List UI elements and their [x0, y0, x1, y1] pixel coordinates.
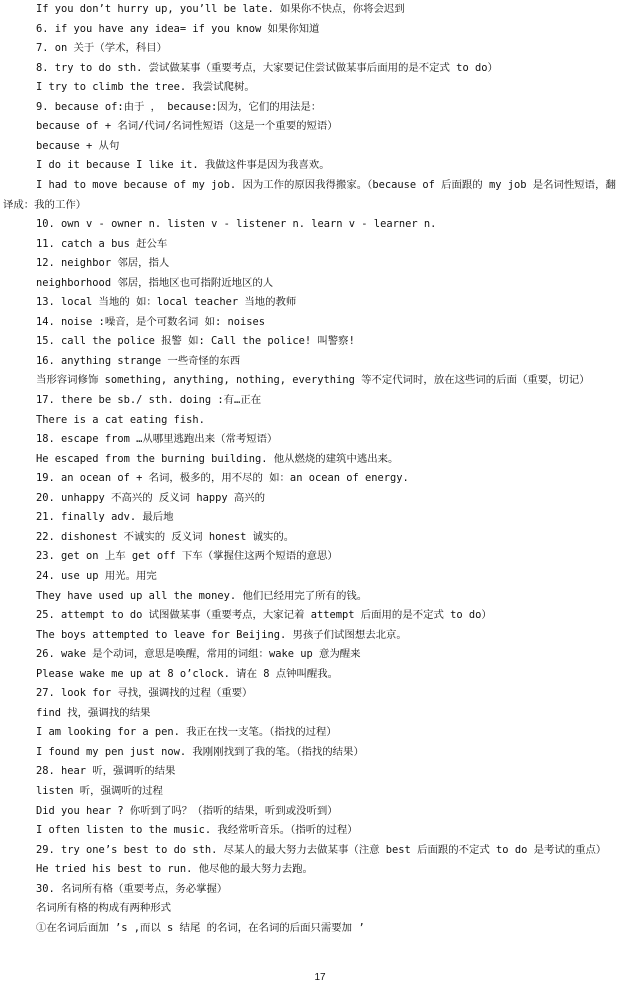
text-line: 10. own v - owner n. listen v - listener n. learn v - learner n.: [36, 218, 437, 231]
text-line: I had to move because of my job. 因为工作的原因我得搬家。（because of 后面跟的 my job 是名词性短语，翻: [36, 178, 616, 191]
text-line: 17. there be sb./ sth. doing :有…正在: [36, 394, 262, 406]
text-line: find 找，强调找的结果: [36, 706, 151, 719]
text-line: 27. look for 寻找，强调找的过程（重要）: [36, 687, 253, 700]
text-line: The boys attempted to leave for Beijing. 男孩子们试图想去北京。: [36, 628, 407, 641]
text-line: I am looking for a pen. 我正在找一支笔。（指找的过程）: [36, 726, 337, 739]
text-line: because + 从句: [36, 139, 120, 152]
text-line: 当形容词修饰 something, anything, nothing, everything 等不定代词时，放在这些词的后面（重要，切记）: [36, 374, 590, 387]
text-line: 18. escape from …从哪里逃跑出来（常考短语）: [36, 433, 278, 446]
page-number: 17: [314, 972, 326, 983]
text-line: Did you hear ? 你听到了吗？（指听的结果，听到或没听到）: [36, 804, 338, 817]
text-line: neighborhood 邻居，指地区也可指附近地区的人: [36, 276, 274, 289]
text-line: because of + 名词/代词/名词性短语（这是一个重要的短语）: [36, 120, 338, 133]
text-line: ①在名词后面加 ’s ,而以 s 结尾 的名词，在名词的后面只需要加 ’: [36, 921, 365, 934]
text-line: 9. because of:由于 ， because:因为，它们的用法是：: [36, 100, 322, 113]
text-line: 名词所有格的构成有两种形式: [36, 902, 172, 915]
text-line: I found my pen just now. 我刚刚找到了我的笔。（指找的结果）: [36, 745, 364, 758]
text-line: 15. call the police 报警 如: Call the police! 叫警察!: [36, 335, 355, 348]
text-line: 29. try one’s best to do sth. 尽某人的最大努力去做某事（注意 best 后面跟的不定式 to do 是考试的重点）: [36, 843, 607, 856]
text-line: 26. wake 是个动词，意思是唤醒，常用的词组：wake up 意为醒来: [36, 648, 361, 661]
text-line: There is a cat eating fish.: [36, 413, 205, 426]
text-line: 11. catch a bus 赶公车: [36, 237, 168, 250]
text-line: 25. attempt to do 试图做某事（重要考点，大家记着 attempt 后面用的是不定式 to do）: [36, 609, 492, 622]
text-line: He tried his best to run. 他尽他的最大努力去跑。: [36, 863, 313, 876]
text-line: They have used up all the money. 他们已经用完了所有的钱。: [36, 589, 368, 602]
text-line: 12. neighbor 邻居，指人: [36, 257, 170, 270]
text-line: If you don’t hurry up, you’ll be late. 如果你不快点，你将会迟到: [36, 3, 405, 15]
text-line: Please wake me up at 8 o’clock. 请在 8 点钟叫醒我。: [36, 667, 339, 680]
text-line: 8. try to do sth. 尝试做某事（重要考点，大家要记住尝试做某事后面用的是不定式 to do）: [36, 61, 498, 74]
text-line: 23. get on 上车 get off 下车（掌握住这两个短语的意思）: [36, 550, 338, 563]
text-line: 6. if you have any idea= if you know 如果你知道: [36, 22, 320, 35]
text-line: 24. use up 用光。用完: [36, 569, 157, 582]
text-line: I often listen to the music. 我经常听音乐。（指听的过程）: [36, 824, 358, 837]
text-line: 13. local 当地的 如：local teacher 当地的教师: [36, 296, 297, 309]
text-line: 译成：我的工作）: [3, 198, 87, 211]
text-line: 22. dishonest 不诚实的 反义词 honest 诚实的。: [36, 530, 295, 543]
text-line: 7. on 关于（学术，科目）: [36, 42, 168, 55]
text-line: 21. finally adv. 最后地: [36, 511, 174, 524]
text-line: I try to climb the tree. 我尝试爬树。: [36, 81, 255, 94]
text-line: 19. an ocean of + 名词，极多的，用不尽的 如：an ocean of energy.: [36, 472, 409, 485]
text-line: listen 听，强调听的过程: [36, 785, 163, 797]
text-line: I do it because I like it. 我做这件事是因为我喜欢。: [36, 159, 330, 172]
text-line: 28. hear 听，强调听的结果: [36, 765, 176, 778]
text-line: 30. 名词所有格（重要考点，务必掌握）: [36, 882, 228, 895]
text-line: He escaped from the burning building. 他从燃烧的建筑中逃出来。: [36, 452, 399, 465]
text-line: 20. unhappy 不高兴的 反义词 happy 高兴的: [36, 491, 266, 504]
text-line: 16. anything strange 一些奇怪的东西: [36, 354, 241, 367]
text-line: 14. noise :噪音，是个可数名词 如: noises: [36, 315, 266, 328]
